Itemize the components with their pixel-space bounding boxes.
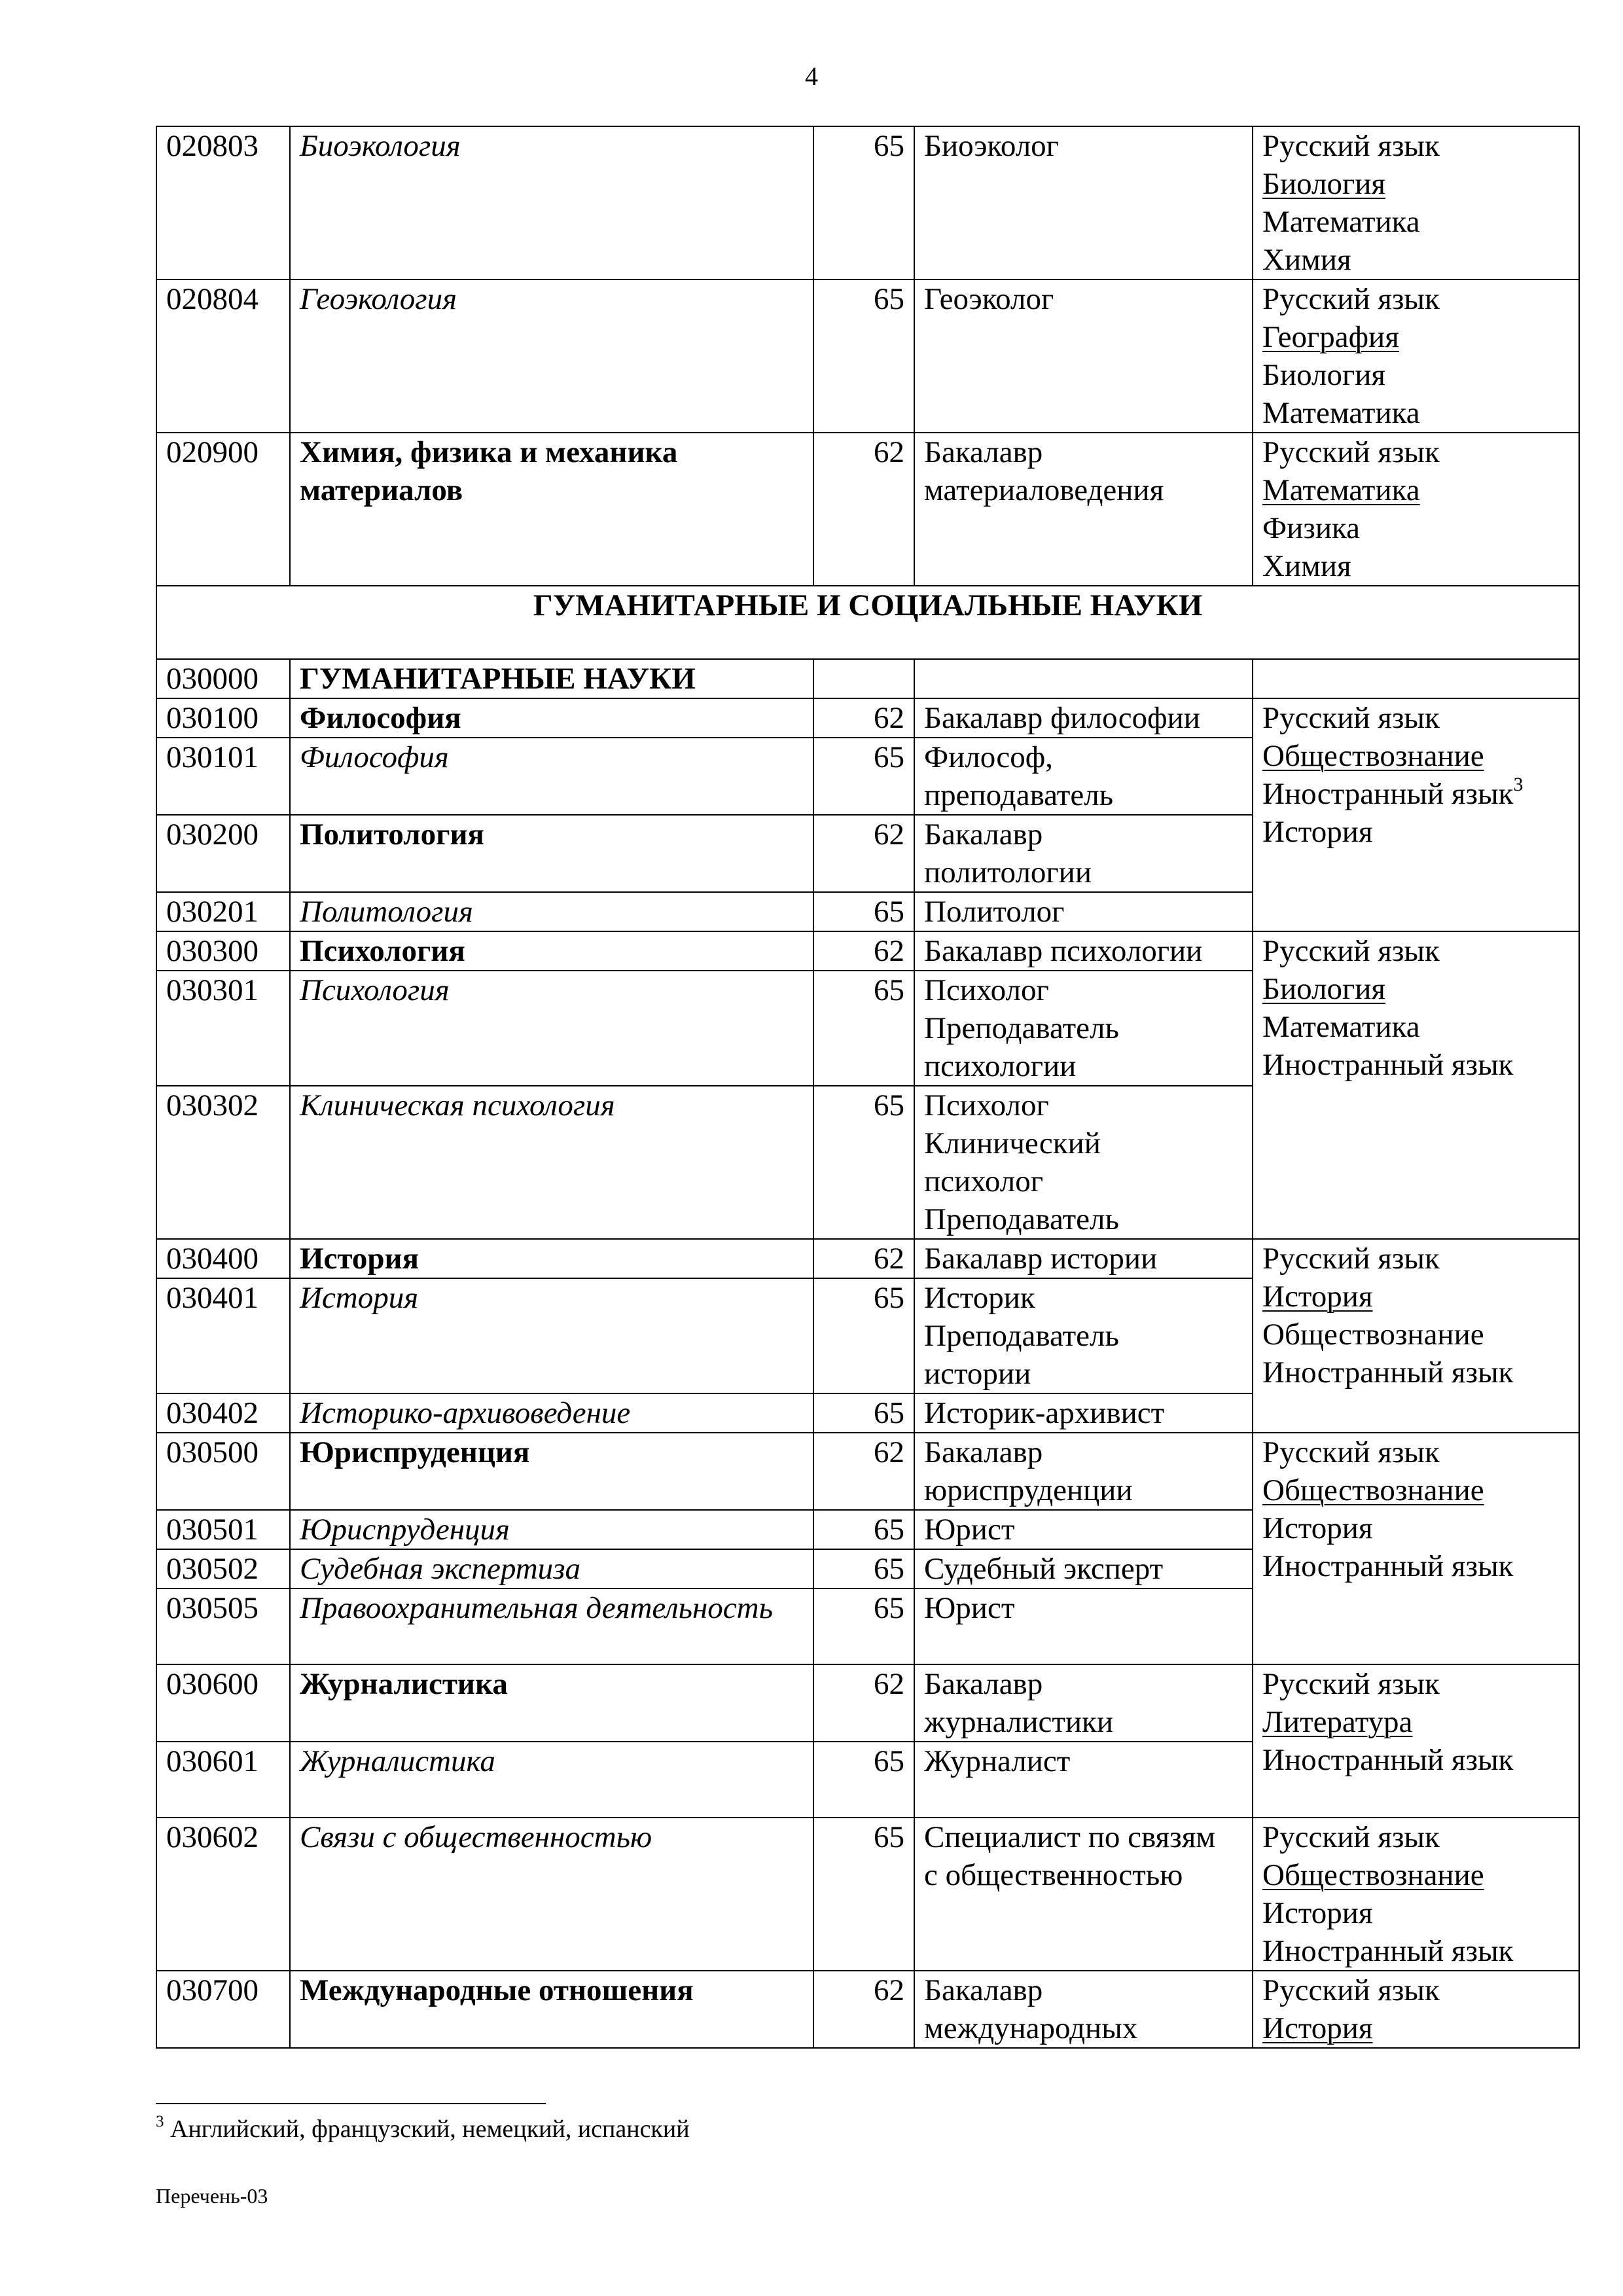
qualification-cell xyxy=(914,1433,1253,1510)
specialty-title-cell xyxy=(290,1971,813,2048)
degree-code-cell: 62 xyxy=(813,815,914,892)
exam-subject-text: Иностранный язык xyxy=(1262,777,1514,811)
exam-subject xyxy=(1262,775,1569,813)
qualification-cell xyxy=(914,1510,1253,1549)
degree-code-cell: 65 xyxy=(813,892,914,931)
table-row xyxy=(156,931,1579,971)
qualification-line: Биоэколог xyxy=(924,129,1059,163)
specialty-title-cell xyxy=(290,931,813,971)
entrance-exams-cell xyxy=(1253,1971,1579,2048)
qualification-line: Бакалавр xyxy=(924,817,1043,852)
specialty-title: Судебная экспертиза xyxy=(300,1552,581,1586)
degree-code-cell: 65 xyxy=(813,1549,914,1588)
specialty-title-cell xyxy=(290,1433,813,1510)
exam-subject xyxy=(1262,1703,1569,1741)
exam-subject xyxy=(1262,471,1569,509)
exam-subject-text: История xyxy=(1262,1511,1373,1545)
empty-cell xyxy=(813,659,914,698)
exam-subject xyxy=(1262,1509,1569,1547)
specialty-title: Юриспруденция xyxy=(300,1435,530,1469)
specialty-title-cell xyxy=(290,738,813,815)
code-cell: 020803 xyxy=(156,126,290,279)
qualification-cell xyxy=(914,433,1253,586)
exam-subject-text: Иностранный язык xyxy=(1262,1355,1514,1390)
specialty-title-cell xyxy=(290,1393,813,1433)
page-number: 4 xyxy=(805,62,818,91)
table-row xyxy=(156,1971,1579,2048)
exam-subject-text: Физика xyxy=(1262,511,1360,545)
entrance-exams-cell xyxy=(1253,698,1579,931)
code-cell: 030101 xyxy=(156,738,290,815)
exam-subject-text: Биология xyxy=(1262,358,1386,392)
degree-code-cell: 62 xyxy=(813,1664,914,1742)
profile-exam-subject: История xyxy=(1262,1280,1373,1314)
exam-subject xyxy=(1262,2009,1569,2047)
qualification-line: Геоэколог xyxy=(924,282,1054,316)
specialty-title-cell xyxy=(290,1742,813,1818)
specialty-title: Историко-архивоведение xyxy=(300,1396,631,1430)
table-row xyxy=(156,279,1579,433)
specialty-title: Психология xyxy=(300,973,450,1007)
empty-cell xyxy=(1253,659,1579,698)
specialty-title: История xyxy=(300,1242,419,1276)
degree-code-cell: 65 xyxy=(813,1278,914,1393)
exam-subject-text: Обществознание xyxy=(1262,1318,1484,1352)
entrance-exams-cell xyxy=(1253,433,1579,586)
exam-subject-text: Химия xyxy=(1262,243,1351,277)
qualification-cell xyxy=(914,892,1253,931)
code-cell: 030502 xyxy=(156,1549,290,1588)
qualification-line: Юрист xyxy=(924,1591,1015,1625)
degree-code-cell: 65 xyxy=(813,1742,914,1818)
code-cell: 030402 xyxy=(156,1393,290,1433)
qualification-cell xyxy=(914,698,1253,738)
specialty-title: Политология xyxy=(300,817,484,852)
specialty-title-cell xyxy=(290,1086,813,1239)
section-heading: ГУМАНИТАРНЫЕ И СОЦИАЛЬНЫЕ НАУКИ xyxy=(156,586,1579,659)
specialty-title-cell xyxy=(290,1588,813,1664)
specialty-title-cell xyxy=(290,971,813,1086)
profile-exam-subject: Обществознание xyxy=(1262,739,1484,773)
qualification-line: Психолог xyxy=(924,973,1049,1007)
document-footer: Перечень-03 xyxy=(156,2184,268,2208)
exam-subject-text: Русский язык xyxy=(1262,1667,1440,1701)
profile-exam-subject: География xyxy=(1262,320,1399,354)
qualification-line: Преподаватель xyxy=(924,1202,1119,1236)
exam-subject xyxy=(1262,813,1569,851)
entrance-exams-cell xyxy=(1253,1664,1579,1818)
specialties-table xyxy=(156,126,1580,2049)
table-row xyxy=(156,126,1579,279)
qualification-line: психологии xyxy=(924,1049,1077,1083)
exam-subject xyxy=(1262,547,1569,585)
qualification-cell xyxy=(914,931,1253,971)
degree-code-cell: 62 xyxy=(813,1239,914,1278)
exam-subject-text: История xyxy=(1262,815,1373,849)
qualification-line: Историк xyxy=(924,1281,1035,1315)
exam-subject-text: Русский язык xyxy=(1262,701,1440,735)
degree-code-cell: 65 xyxy=(813,1086,914,1239)
table-row xyxy=(156,1664,1579,1742)
specialty-title: Журналистика xyxy=(300,1744,495,1778)
exam-subject-text: Русский язык xyxy=(1262,1435,1440,1469)
exam-subject xyxy=(1262,165,1569,203)
exam-subject-text: Русский язык xyxy=(1262,435,1440,469)
footnote xyxy=(156,2113,690,2145)
qualification-line: юриспруденции xyxy=(924,1473,1133,1507)
degree-code-cell: 65 xyxy=(813,1588,914,1664)
qualification-line: преподаватель xyxy=(924,778,1114,812)
specialty-title: Международные отношения xyxy=(300,1973,694,2007)
qualification-cell xyxy=(914,1278,1253,1393)
exam-subject-text: Математика xyxy=(1262,205,1420,239)
code-cell: 030602 xyxy=(156,1818,290,1971)
qualification-cell xyxy=(914,1742,1253,1818)
specialty-title: Клиническая психология xyxy=(300,1088,615,1122)
specialty-title-cell xyxy=(290,1549,813,1588)
degree-code-cell: 62 xyxy=(813,433,914,586)
qualification-line: Специалист по связям xyxy=(924,1820,1216,1854)
specialty-title: Философия xyxy=(300,701,461,735)
qualification-cell xyxy=(914,815,1253,892)
exam-subject xyxy=(1262,1547,1569,1585)
specialty-title-cell xyxy=(290,1510,813,1549)
exam-subject xyxy=(1262,1046,1569,1084)
group-header-row xyxy=(156,659,1579,698)
exam-subject-text: Иностранный язык xyxy=(1262,1549,1514,1583)
exam-subject xyxy=(1262,1471,1569,1509)
specialty-title-cell xyxy=(290,1818,813,1971)
degree-code-cell: 62 xyxy=(813,1433,914,1510)
profile-exam-subject: История xyxy=(1262,2011,1373,2045)
degree-code-cell: 65 xyxy=(813,1818,914,1971)
degree-code-cell: 65 xyxy=(813,971,914,1086)
qualification-cell xyxy=(914,1393,1253,1433)
qualification-line: политологии xyxy=(924,855,1092,889)
specialty-title-cell xyxy=(290,1239,813,1278)
exam-subject xyxy=(1262,1316,1569,1354)
entrance-exams-cell xyxy=(1253,279,1579,433)
exam-subject xyxy=(1262,970,1569,1008)
exam-subject xyxy=(1262,1856,1569,1894)
qualification-cell xyxy=(914,1588,1253,1664)
exam-subject xyxy=(1262,127,1569,165)
qualification-line: Преподаватель xyxy=(924,1011,1119,1045)
exam-subject-text: Иностранный язык xyxy=(1262,1048,1514,1082)
exam-subject xyxy=(1262,1354,1569,1391)
qualification-line: Клинический xyxy=(924,1126,1101,1160)
exam-subject xyxy=(1262,433,1569,471)
qualification-line: с общественностью xyxy=(924,1858,1183,1892)
profile-exam-subject: Обществознание xyxy=(1262,1858,1484,1892)
exam-subject-text: Химия xyxy=(1262,549,1351,583)
specialty-title-cell xyxy=(290,698,813,738)
profile-exam-subject: Биология xyxy=(1262,167,1386,201)
exam-subject-text: История xyxy=(1262,1896,1373,1930)
degree-code-cell: 65 xyxy=(813,738,914,815)
code-cell: 030301 xyxy=(156,971,290,1086)
qualification-cell xyxy=(914,1664,1253,1742)
exam-subject xyxy=(1262,737,1569,775)
code-cell: 030700 xyxy=(156,1971,290,2048)
exam-subject-text: Математика xyxy=(1262,396,1420,430)
degree-code-cell: 65 xyxy=(813,126,914,279)
qualification-line: материаловедения xyxy=(924,473,1164,507)
footnote-separator xyxy=(156,2103,546,2104)
exam-subject xyxy=(1262,1665,1569,1703)
qualification-cell xyxy=(914,1818,1253,1971)
specialty-title-cell xyxy=(290,815,813,892)
exam-subject-text: Русский язык xyxy=(1262,1820,1440,1854)
exam-subject-text: Русский язык xyxy=(1262,934,1440,968)
specialty-title: Химия, физика и механика материалов xyxy=(300,435,678,507)
exam-subject xyxy=(1262,356,1569,394)
qualification-line: истории xyxy=(924,1357,1031,1391)
code-cell: 030302 xyxy=(156,1086,290,1239)
specialty-title: Психология xyxy=(300,934,465,968)
group-title-cell xyxy=(290,659,813,698)
code-cell: 030500 xyxy=(156,1433,290,1510)
code-cell: 030200 xyxy=(156,815,290,892)
exam-subject-text: Русский язык xyxy=(1262,282,1440,316)
footnote-text: Английский, французский, немецкий, испанский xyxy=(170,2115,690,2143)
code-cell: 030100 xyxy=(156,698,290,738)
exam-subject xyxy=(1262,203,1569,241)
profile-exam-subject: Биология xyxy=(1262,972,1386,1006)
footnote-mark: 3 xyxy=(156,2113,164,2130)
code-cell: 030201 xyxy=(156,892,290,931)
specialty-title-cell xyxy=(290,1664,813,1742)
table-row xyxy=(156,1239,1579,1278)
entrance-exams-cell xyxy=(1253,1239,1579,1433)
code-cell: 020804 xyxy=(156,279,290,433)
qualification-line: Бакалавр философии xyxy=(924,701,1200,735)
empty-cell xyxy=(914,659,1253,698)
qualification-cell xyxy=(914,1086,1253,1239)
qualification-line: Бакалавр xyxy=(924,435,1043,469)
exam-subject xyxy=(1262,1240,1569,1278)
degree-code-cell: 65 xyxy=(813,1393,914,1433)
qualification-line: Психолог xyxy=(924,1088,1049,1122)
degree-code-cell: 62 xyxy=(813,1971,914,2048)
table-row xyxy=(156,1818,1579,1971)
code-cell: 030505 xyxy=(156,1588,290,1664)
qualification-line: Философ, xyxy=(924,740,1053,774)
group-title: ГУМАНИТАРНЫЕ НАУКИ xyxy=(300,662,696,696)
qualification-line: Бакалавр истории xyxy=(924,1242,1158,1276)
qualification-line: Бакалавр xyxy=(924,1435,1043,1469)
qualification-cell xyxy=(914,1549,1253,1588)
entrance-exams-cell xyxy=(1253,126,1579,279)
table-row xyxy=(156,433,1579,586)
qualification-line: Историк-архивист xyxy=(924,1396,1165,1430)
qualification-line: Политолог xyxy=(924,895,1065,929)
qualification-cell xyxy=(914,126,1253,279)
qualification-cell xyxy=(914,738,1253,815)
exam-subject xyxy=(1262,1894,1569,1932)
footnote-reference: 3 xyxy=(1513,774,1524,795)
table-row xyxy=(156,698,1579,738)
entrance-exams-cell xyxy=(1253,1433,1579,1664)
profile-exam-subject: Обществознание xyxy=(1262,1473,1484,1507)
exam-subject xyxy=(1262,699,1569,737)
specialty-title: История xyxy=(300,1281,419,1315)
table-row xyxy=(156,1433,1579,1510)
qualification-cell xyxy=(914,1971,1253,2048)
exam-subject-text: Русский язык xyxy=(1262,1242,1440,1276)
qualification-cell xyxy=(914,1239,1253,1278)
exam-subject xyxy=(1262,1278,1569,1316)
exam-subject xyxy=(1262,1971,1569,2009)
qualification-line: Журналист xyxy=(924,1744,1071,1778)
specialty-title-cell xyxy=(290,1278,813,1393)
qualification-line: журналистики xyxy=(924,1705,1114,1739)
exam-subject xyxy=(1262,394,1569,432)
qualification-line: психолог xyxy=(924,1164,1043,1198)
exam-subject-text: Русский язык xyxy=(1262,1973,1440,2007)
specialty-title: Правоохранительная деятельность xyxy=(300,1591,773,1625)
qualification-line: Бакалавр психологии xyxy=(924,934,1203,968)
exam-subject xyxy=(1262,1932,1569,1970)
exam-subject xyxy=(1262,318,1569,356)
qualification-line: Бакалавр xyxy=(924,1973,1043,2007)
qualification-line: Бакалавр xyxy=(924,1667,1043,1701)
specialty-title: Журналистика xyxy=(300,1667,508,1701)
code-cell: 030300 xyxy=(156,931,290,971)
entrance-exams-cell xyxy=(1253,931,1579,1239)
exam-subject-text: Русский язык xyxy=(1262,129,1440,163)
entrance-exams-cell xyxy=(1253,1818,1579,1971)
code-cell: 030000 xyxy=(156,659,290,698)
specialty-title: Биоэкология xyxy=(300,129,461,163)
profile-exam-subject: Литература xyxy=(1262,1705,1413,1739)
exam-subject xyxy=(1262,1741,1569,1779)
code-cell: 030400 xyxy=(156,1239,290,1278)
exam-subject xyxy=(1262,932,1569,970)
qualification-cell xyxy=(914,971,1253,1086)
exam-subject xyxy=(1262,509,1569,547)
specialty-title: Политология xyxy=(300,895,473,929)
exam-subject-text: Математика xyxy=(1262,1010,1420,1044)
specialty-title-cell xyxy=(290,279,813,433)
section-row xyxy=(156,586,1579,659)
code-cell: 030601 xyxy=(156,1742,290,1818)
exam-subject-text: Иностранный язык xyxy=(1262,1934,1514,1968)
exam-subject xyxy=(1262,1008,1569,1046)
specialty-title: Геоэкология xyxy=(300,282,457,316)
specialty-title-cell xyxy=(290,892,813,931)
qualification-line: Юрист xyxy=(924,1513,1015,1547)
qualification-line: Судебный эксперт xyxy=(924,1552,1164,1586)
specialty-title: Связи с общественностью xyxy=(300,1820,652,1854)
profile-exam-subject: Математика xyxy=(1262,473,1420,507)
exam-subject xyxy=(1262,1818,1569,1856)
specialty-title-cell xyxy=(290,433,813,586)
exam-subject xyxy=(1262,241,1569,279)
qualification-line: Преподаватель xyxy=(924,1319,1119,1353)
degree-code-cell: 65 xyxy=(813,1510,914,1549)
exam-subject xyxy=(1262,1433,1569,1471)
exam-subject xyxy=(1262,280,1569,318)
code-cell: 030600 xyxy=(156,1664,290,1742)
specialty-title: Философия xyxy=(300,740,449,774)
degree-code-cell: 65 xyxy=(813,279,914,433)
specialty-title-cell xyxy=(290,126,813,279)
qualification-line: международных xyxy=(924,2011,1138,2045)
code-cell: 020900 xyxy=(156,433,290,586)
degree-code-cell: 62 xyxy=(813,698,914,738)
specialty-title: Юриспруденция xyxy=(300,1513,510,1547)
degree-code-cell: 62 xyxy=(813,931,914,971)
exam-subject-text: Иностранный язык xyxy=(1262,1743,1514,1777)
code-cell: 030501 xyxy=(156,1510,290,1549)
qualification-cell xyxy=(914,279,1253,433)
code-cell: 030401 xyxy=(156,1278,290,1393)
